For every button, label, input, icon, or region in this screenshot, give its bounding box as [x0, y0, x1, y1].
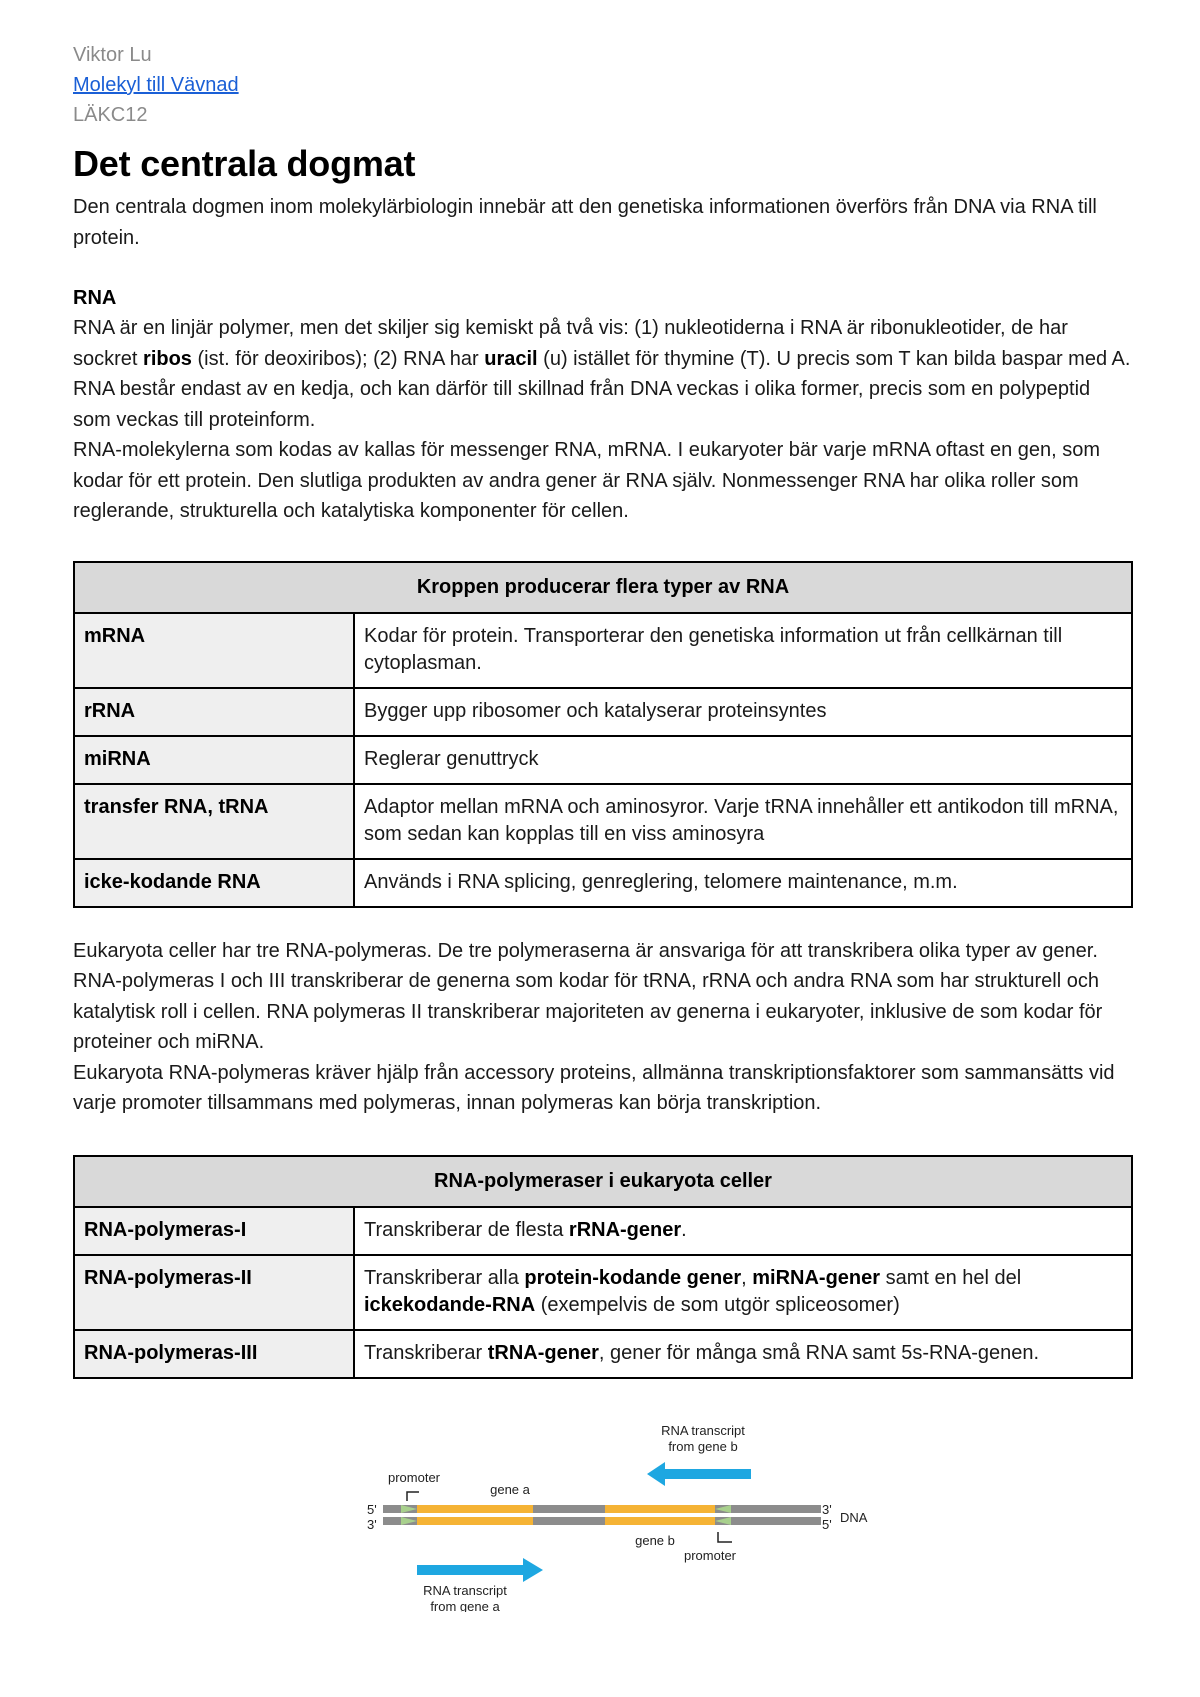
promoter-a-bracket [407, 1492, 419, 1501]
rna-type-name: rRNA [74, 688, 354, 736]
rna-types-table-header: Kroppen producerar flera typer av RNA [74, 562, 1132, 613]
rna-type-name: icke-kodande RNA [74, 859, 354, 907]
rna-type-desc: Reglerar genuttryck [354, 736, 1132, 784]
rna-types-table [73, 561, 1133, 908]
rna-type-desc: Används i RNA splicing, genreglering, telomere maintenance, m.m. [354, 859, 1132, 907]
rna-type-desc: Adaptor mellan mRNA och aminosyror. Varje tRNA innehåller ett antikodon till mRNA, som sedan kan kopplas till en viss aminosyra [354, 784, 1132, 859]
rna-type-name: miRNA [74, 736, 354, 784]
table-row [74, 859, 1132, 907]
page-title: Det centrala dogmat [73, 143, 416, 184]
table-row [74, 1207, 1132, 1255]
gene-a-segment [417, 1505, 533, 1513]
rna-type-name: mRNA [74, 613, 354, 688]
polymerase-table [73, 1155, 1133, 1379]
rna-paragraph-1: RNA är en linjär polymer, men det skiljer sig kemiskt på två vis: (1) nukleotiderna i RNA är ribonukleotider, de har sockret ribos (ist. för deoxiribos); (2) RNA har uracil (u) istället för thymine (T). U precis som T kan bilda baspar med A. RNA består endast av en kedja, och kan därför till skillnad från DNA veckas i olika former, precis som en polypeptid som veckas till proteinform. [73, 317, 1131, 431]
three-prime-right: 3' [822, 1502, 832, 1517]
rna-section-heading: RNA [73, 287, 117, 309]
rna-type-name: transfer RNA, tRNA [74, 784, 354, 859]
rna-type-desc: Kodar för protein. Transporterar den genetiska information ut från cellkärnan till cytoplasman. [354, 613, 1132, 688]
five-prime-right: 5' [822, 1517, 832, 1532]
rna-paragraph-2: RNA-molekylerna som kodas av kallas för messenger RNA, mRNA. I eukaryoter bär varje mRNA oftast en gen, som kodar för ett protein. Den slutliga produkten av andra gener är RNA själv. Nonmessenger RNA har olika roller som reglerande, strukturella och katalytiska komponenter för cellen. [73, 439, 1101, 522]
table-row [74, 736, 1132, 784]
table-row [74, 688, 1132, 736]
polymerase-desc: Transkriberar tRNA-gener, gener för många små RNA samt 5s-RNA-genen. [354, 1330, 1132, 1378]
ribos-term: ribos [143, 347, 192, 370]
five-prime-left: 5' [367, 1502, 377, 1517]
course-link[interactable]: Molekyl till Vävnad [73, 74, 239, 96]
transcript-b-label-2: from gene b [668, 1439, 738, 1454]
transcript-b-arrow [647, 1462, 751, 1486]
course-link-line [73, 70, 1133, 100]
gene-b-segment [605, 1505, 715, 1513]
transcript-a-arrow [417, 1558, 543, 1582]
author-name: Viktor Lu [73, 44, 152, 66]
three-prime-left: 3' [367, 1517, 377, 1532]
transcription-diagram-svg [355, 1412, 885, 1612]
table-header-row [74, 1156, 1132, 1207]
transcription-diagram [355, 1412, 885, 1612]
polymerase-table-header: RNA-polymeraser i eukaryota celler [74, 1156, 1132, 1207]
uracil-term: uracil [484, 347, 538, 370]
table-header-row [74, 562, 1132, 613]
polymerase-desc: Transkriberar de flesta rRNA-gener. [354, 1207, 1132, 1255]
transcript-a-label-1: RNA transcript [423, 1583, 507, 1598]
course-code: LÄKC12 [73, 104, 148, 126]
transcript-a-label-2: from gene a [430, 1599, 500, 1612]
polymerase-name: RNA-polymeras-III [74, 1330, 354, 1378]
rna-type-desc: Bygger upp ribosomer och katalyserar proteinsyntes [354, 688, 1132, 736]
table-row [74, 1330, 1132, 1378]
polymerase-paragraph-1: Eukaryota celler har tre RNA-polymeras. De tre polymeraserna är ansvariga för att transkribera olika typer av gener. RNA-polymeras I och III transkriberar de generna som kodar för tRNA, rRNA och andra RNA som har strukturell och katalytisk roll i cellen. RNA polymeras II transkriberar majoriteten av generna i eukaryoter, inklusive de som kodar för proteiner och miRNA. [73, 939, 1103, 1053]
dna-label: DNA [840, 1510, 868, 1525]
gene-b-label: gene b [635, 1533, 675, 1548]
table-row [74, 613, 1132, 688]
promoter-b-label: promoter [683, 1548, 737, 1563]
dna-double-strand [383, 1505, 821, 1525]
table-row [74, 1255, 1132, 1330]
polymerase-name: RNA-polymeras-II [74, 1255, 354, 1330]
intro-paragraph: Den centrala dogmen inom molekylärbiologin innebär att den genetiska informationen överförs från DNA via RNA till protein. [73, 196, 1097, 249]
gene-a-label: gene a [490, 1482, 530, 1497]
polymerase-desc: Transkriberar alla protein-kodande gener, miRNA-gener samt en hel del ickekodande-RNA (exempelvis de som utgör spliceosomer) [354, 1255, 1132, 1330]
table-row [74, 784, 1132, 859]
promoter-a-label: promoter [387, 1470, 441, 1485]
polymerase-name: RNA-polymeras-I [74, 1207, 354, 1255]
polymerase-paragraph-2: Eukaryota RNA-polymeras kräver hjälp från accessory proteins, allmänna transkriptionsfaktorer som sammansätts vid varje promoter tillsammans med polymeras, innan polymeras kan börja transkription. [73, 1061, 1115, 1114]
document-page [73, 0, 1133, 1379]
promoter-b-bracket [718, 1532, 732, 1542]
transcript-b-label-1: RNA transcript [661, 1423, 745, 1438]
